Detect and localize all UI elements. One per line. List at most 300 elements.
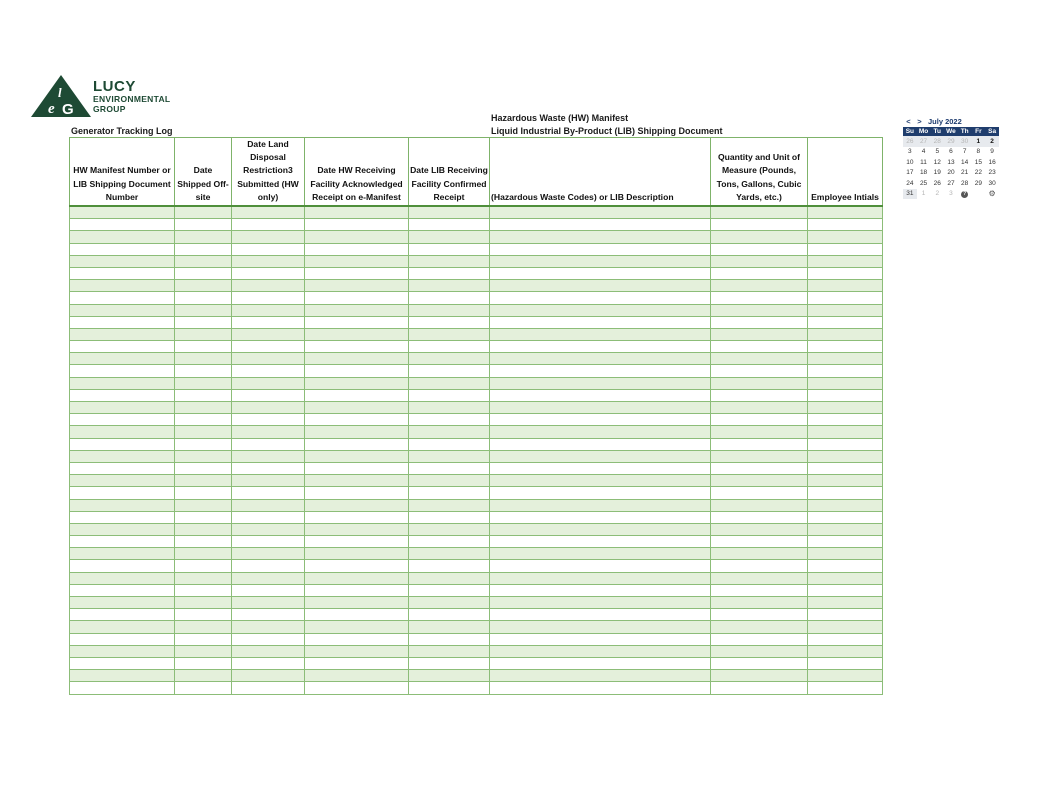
table-cell[interactable] bbox=[490, 365, 711, 377]
table-cell[interactable] bbox=[232, 584, 305, 596]
table-cell[interactable] bbox=[305, 536, 409, 548]
table-cell[interactable] bbox=[711, 377, 808, 389]
table-cell[interactable] bbox=[409, 438, 490, 450]
table-cell[interactable] bbox=[232, 475, 305, 487]
table-cell[interactable] bbox=[70, 462, 175, 474]
table-cell[interactable] bbox=[711, 682, 808, 694]
table-cell[interactable] bbox=[409, 487, 490, 499]
table-cell[interactable] bbox=[232, 572, 305, 584]
table-cell[interactable] bbox=[808, 511, 883, 523]
table-cell[interactable] bbox=[175, 499, 232, 511]
table-cell[interactable] bbox=[305, 426, 409, 438]
table-cell[interactable] bbox=[711, 645, 808, 657]
calendar-day[interactable]: 21 bbox=[961, 169, 969, 177]
table-cell[interactable] bbox=[490, 572, 711, 584]
table-cell[interactable] bbox=[490, 487, 711, 499]
table-cell[interactable] bbox=[409, 414, 490, 426]
table-cell[interactable] bbox=[409, 645, 490, 657]
table-cell[interactable] bbox=[175, 389, 232, 401]
table-cell[interactable] bbox=[711, 548, 808, 560]
table-cell[interactable] bbox=[711, 462, 808, 474]
calendar-day[interactable]: 10 bbox=[906, 158, 914, 166]
table-cell[interactable] bbox=[175, 414, 232, 426]
table-cell[interactable] bbox=[232, 243, 305, 255]
table-cell[interactable] bbox=[409, 377, 490, 389]
table-cell[interactable] bbox=[808, 377, 883, 389]
table-cell[interactable] bbox=[711, 597, 808, 609]
table-cell[interactable] bbox=[232, 328, 305, 340]
table-cell[interactable] bbox=[490, 621, 711, 633]
table-cell[interactable] bbox=[409, 316, 490, 328]
table-cell[interactable] bbox=[175, 645, 232, 657]
table-cell[interactable] bbox=[808, 499, 883, 511]
table-cell[interactable] bbox=[232, 341, 305, 353]
calendar-settings-cell[interactable] bbox=[985, 189, 999, 200]
table-cell[interactable] bbox=[711, 243, 808, 255]
table-cell[interactable] bbox=[305, 633, 409, 645]
table-cell[interactable] bbox=[490, 438, 711, 450]
table-cell[interactable] bbox=[808, 462, 883, 474]
table-cell[interactable] bbox=[490, 280, 711, 292]
table-cell[interactable] bbox=[70, 548, 175, 560]
calendar-prev-button[interactable]: < bbox=[906, 117, 911, 126]
calendar-day[interactable]: 7 bbox=[962, 148, 967, 156]
table-cell[interactable] bbox=[808, 316, 883, 328]
calendar-day[interactable]: 28 bbox=[930, 136, 944, 147]
table-cell[interactable] bbox=[490, 219, 711, 231]
table-cell[interactable] bbox=[70, 280, 175, 292]
table-cell[interactable] bbox=[808, 584, 883, 596]
table-cell[interactable] bbox=[490, 426, 711, 438]
calendar-day[interactable]: 27 bbox=[947, 179, 955, 187]
table-cell[interactable] bbox=[305, 292, 409, 304]
table-cell[interactable] bbox=[409, 633, 490, 645]
table-cell[interactable] bbox=[175, 621, 232, 633]
table-cell[interactable] bbox=[70, 560, 175, 572]
table-cell[interactable] bbox=[175, 231, 232, 243]
table-cell[interactable] bbox=[711, 499, 808, 511]
table-cell[interactable] bbox=[808, 365, 883, 377]
table-cell[interactable] bbox=[175, 438, 232, 450]
table-cell[interactable] bbox=[305, 621, 409, 633]
table-cell[interactable] bbox=[711, 560, 808, 572]
table-cell[interactable] bbox=[175, 450, 232, 462]
table-cell[interactable] bbox=[490, 633, 711, 645]
table-cell[interactable] bbox=[808, 523, 883, 535]
table-cell[interactable] bbox=[305, 389, 409, 401]
table-cell[interactable] bbox=[808, 597, 883, 609]
table-cell[interactable] bbox=[305, 560, 409, 572]
table-cell[interactable] bbox=[70, 365, 175, 377]
table-cell[interactable] bbox=[232, 511, 305, 523]
table-cell[interactable] bbox=[175, 304, 232, 316]
question-icon[interactable]: ? bbox=[963, 190, 967, 197]
table-cell[interactable] bbox=[711, 475, 808, 487]
table-cell[interactable] bbox=[711, 206, 808, 219]
table-cell[interactable] bbox=[305, 414, 409, 426]
table-cell[interactable] bbox=[70, 389, 175, 401]
calendar-day[interactable]: 15 bbox=[974, 158, 982, 166]
table-cell[interactable] bbox=[70, 304, 175, 316]
table-cell[interactable] bbox=[305, 377, 409, 389]
table-cell[interactable] bbox=[711, 670, 808, 682]
table-cell[interactable] bbox=[232, 402, 305, 414]
calendar-day[interactable]: 19 bbox=[933, 169, 941, 177]
table-cell[interactable] bbox=[808, 255, 883, 267]
table-cell[interactable] bbox=[409, 219, 490, 231]
calendar-day[interactable]: 2 bbox=[935, 190, 940, 198]
table-cell[interactable] bbox=[232, 426, 305, 438]
table-cell[interactable] bbox=[70, 219, 175, 231]
table-cell[interactable] bbox=[409, 597, 490, 609]
table-cell[interactable] bbox=[409, 584, 490, 596]
table-cell[interactable] bbox=[711, 414, 808, 426]
table-cell[interactable] bbox=[808, 487, 883, 499]
table-cell[interactable] bbox=[305, 523, 409, 535]
table-cell[interactable] bbox=[305, 316, 409, 328]
calendar-next-button[interactable]: > bbox=[917, 117, 922, 126]
table-cell[interactable] bbox=[305, 499, 409, 511]
table-cell[interactable] bbox=[711, 584, 808, 596]
table-cell[interactable] bbox=[305, 609, 409, 621]
calendar-help-cell[interactable] bbox=[958, 189, 972, 200]
table-cell[interactable] bbox=[232, 670, 305, 682]
table-cell[interactable] bbox=[711, 365, 808, 377]
table-cell[interactable] bbox=[232, 560, 305, 572]
table-cell[interactable] bbox=[70, 292, 175, 304]
table-cell[interactable] bbox=[232, 255, 305, 267]
table-cell[interactable] bbox=[409, 548, 490, 560]
table-cell[interactable] bbox=[232, 414, 305, 426]
table-cell[interactable] bbox=[70, 670, 175, 682]
table-cell[interactable] bbox=[409, 231, 490, 243]
table-cell[interactable] bbox=[711, 621, 808, 633]
table-cell[interactable] bbox=[711, 426, 808, 438]
table-cell[interactable] bbox=[808, 450, 883, 462]
table-cell[interactable] bbox=[409, 426, 490, 438]
table-cell[interactable] bbox=[305, 280, 409, 292]
table-cell[interactable] bbox=[808, 682, 883, 694]
table-cell[interactable] bbox=[232, 231, 305, 243]
calendar-day[interactable]: 26 bbox=[903, 136, 917, 147]
table-cell[interactable] bbox=[409, 206, 490, 219]
table-cell[interactable] bbox=[232, 280, 305, 292]
table-cell[interactable] bbox=[409, 499, 490, 511]
table-cell[interactable] bbox=[490, 609, 711, 621]
calendar-day[interactable]: 30 bbox=[958, 136, 972, 147]
table-cell[interactable] bbox=[175, 523, 232, 535]
table-cell[interactable] bbox=[711, 402, 808, 414]
table-cell[interactable] bbox=[409, 511, 490, 523]
table-cell[interactable] bbox=[175, 548, 232, 560]
table-cell[interactable] bbox=[232, 487, 305, 499]
calendar-day[interactable]: 6 bbox=[949, 148, 953, 156]
table-cell[interactable] bbox=[711, 450, 808, 462]
table-cell[interactable] bbox=[409, 621, 490, 633]
table-cell[interactable] bbox=[409, 670, 490, 682]
table-cell[interactable] bbox=[490, 462, 711, 474]
table-cell[interactable] bbox=[409, 341, 490, 353]
table-cell[interactable] bbox=[70, 657, 175, 669]
table-cell[interactable] bbox=[711, 328, 808, 340]
table-cell[interactable] bbox=[305, 584, 409, 596]
table-cell[interactable] bbox=[305, 402, 409, 414]
table-cell[interactable] bbox=[711, 353, 808, 365]
table-cell[interactable] bbox=[232, 450, 305, 462]
table-cell[interactable] bbox=[808, 645, 883, 657]
table-cell[interactable] bbox=[175, 572, 232, 584]
table-cell[interactable] bbox=[409, 267, 490, 279]
table-cell[interactable] bbox=[232, 377, 305, 389]
table-cell[interactable] bbox=[70, 377, 175, 389]
table-cell[interactable] bbox=[409, 609, 490, 621]
table-cell[interactable] bbox=[232, 523, 305, 535]
calendar-day[interactable]: 3 bbox=[908, 148, 912, 156]
table-cell[interactable] bbox=[175, 597, 232, 609]
table-cell[interactable] bbox=[305, 475, 409, 487]
table-cell[interactable] bbox=[490, 657, 711, 669]
calendar-day[interactable]: 29 bbox=[974, 179, 982, 187]
table-cell[interactable] bbox=[232, 304, 305, 316]
table-cell[interactable] bbox=[232, 438, 305, 450]
table-cell[interactable] bbox=[490, 523, 711, 535]
table-cell[interactable] bbox=[409, 682, 490, 694]
table-cell[interactable] bbox=[490, 548, 711, 560]
table-cell[interactable] bbox=[808, 243, 883, 255]
table-cell[interactable] bbox=[490, 341, 711, 353]
table-cell[interactable] bbox=[70, 584, 175, 596]
table-cell[interactable] bbox=[232, 462, 305, 474]
calendar-day[interactable]: 4 bbox=[921, 148, 926, 156]
table-cell[interactable] bbox=[70, 536, 175, 548]
table-cell[interactable] bbox=[711, 389, 808, 401]
table-cell[interactable] bbox=[232, 645, 305, 657]
table-cell[interactable] bbox=[232, 219, 305, 231]
table-cell[interactable] bbox=[711, 511, 808, 523]
table-cell[interactable] bbox=[70, 243, 175, 255]
table-cell[interactable] bbox=[711, 267, 808, 279]
table-cell[interactable] bbox=[711, 341, 808, 353]
table-cell[interactable] bbox=[808, 426, 883, 438]
table-cell[interactable] bbox=[175, 657, 232, 669]
table-cell[interactable] bbox=[711, 219, 808, 231]
table-cell[interactable] bbox=[490, 402, 711, 414]
table-cell[interactable] bbox=[808, 536, 883, 548]
table-cell[interactable] bbox=[409, 304, 490, 316]
table-cell[interactable] bbox=[808, 219, 883, 231]
table-cell[interactable] bbox=[409, 536, 490, 548]
table-cell[interactable] bbox=[808, 548, 883, 560]
table-cell[interactable] bbox=[175, 206, 232, 219]
table-cell[interactable] bbox=[490, 645, 711, 657]
table-cell[interactable] bbox=[232, 633, 305, 645]
table-cell[interactable] bbox=[409, 292, 490, 304]
calendar-day[interactable]: 17 bbox=[906, 169, 914, 177]
table-cell[interactable] bbox=[232, 499, 305, 511]
table-cell[interactable] bbox=[305, 353, 409, 365]
table-cell[interactable] bbox=[711, 487, 808, 499]
table-cell[interactable] bbox=[305, 462, 409, 474]
table-cell[interactable] bbox=[490, 328, 711, 340]
calendar-day[interactable]: 13 bbox=[947, 158, 955, 166]
table-cell[interactable] bbox=[305, 365, 409, 377]
table-cell[interactable] bbox=[70, 438, 175, 450]
table-cell[interactable] bbox=[70, 597, 175, 609]
table-cell[interactable] bbox=[70, 328, 175, 340]
table-cell[interactable] bbox=[175, 341, 232, 353]
table-cell[interactable] bbox=[490, 560, 711, 572]
table-cell[interactable] bbox=[175, 316, 232, 328]
table-cell[interactable] bbox=[70, 609, 175, 621]
table-cell[interactable] bbox=[232, 597, 305, 609]
table-cell[interactable] bbox=[490, 304, 711, 316]
table-cell[interactable] bbox=[305, 255, 409, 267]
table-cell[interactable] bbox=[70, 572, 175, 584]
table-cell[interactable] bbox=[409, 365, 490, 377]
calendar-day[interactable]: 12 bbox=[933, 158, 941, 166]
table-cell[interactable] bbox=[70, 231, 175, 243]
table-cell[interactable] bbox=[175, 365, 232, 377]
table-cell[interactable] bbox=[490, 682, 711, 694]
table-cell[interactable] bbox=[490, 584, 711, 596]
table-cell[interactable] bbox=[305, 511, 409, 523]
table-cell[interactable] bbox=[232, 536, 305, 548]
calendar-day[interactable]: 29 bbox=[944, 136, 958, 147]
table-cell[interactable] bbox=[490, 255, 711, 267]
table-cell[interactable] bbox=[490, 377, 711, 389]
calendar-day[interactable]: 9 bbox=[990, 148, 994, 156]
table-cell[interactable] bbox=[711, 572, 808, 584]
table-cell[interactable] bbox=[175, 670, 232, 682]
table-cell[interactable] bbox=[175, 377, 232, 389]
table-cell[interactable] bbox=[232, 292, 305, 304]
table-cell[interactable] bbox=[305, 304, 409, 316]
table-cell[interactable] bbox=[305, 548, 409, 560]
table-cell[interactable] bbox=[175, 243, 232, 255]
table-cell[interactable] bbox=[70, 402, 175, 414]
table-cell[interactable] bbox=[175, 682, 232, 694]
table-cell[interactable] bbox=[808, 206, 883, 219]
table-cell[interactable] bbox=[490, 316, 711, 328]
table-cell[interactable] bbox=[70, 341, 175, 353]
table-cell[interactable] bbox=[70, 487, 175, 499]
calendar-day[interactable]: 11 bbox=[920, 158, 927, 166]
table-cell[interactable] bbox=[175, 560, 232, 572]
table-cell[interactable] bbox=[232, 548, 305, 560]
table-cell[interactable] bbox=[305, 682, 409, 694]
table-cell[interactable] bbox=[305, 670, 409, 682]
table-cell[interactable] bbox=[711, 280, 808, 292]
table-cell[interactable] bbox=[409, 280, 490, 292]
table-cell[interactable] bbox=[305, 243, 409, 255]
table-cell[interactable] bbox=[70, 353, 175, 365]
table-cell[interactable] bbox=[305, 487, 409, 499]
table-cell[interactable] bbox=[305, 341, 409, 353]
table-cell[interactable] bbox=[490, 231, 711, 243]
table-cell[interactable] bbox=[305, 206, 409, 219]
calendar-day[interactable]: 1 bbox=[921, 190, 926, 198]
table-cell[interactable] bbox=[305, 572, 409, 584]
table-cell[interactable] bbox=[409, 657, 490, 669]
calendar-day[interactable]: 14 bbox=[961, 158, 969, 166]
table-cell[interactable] bbox=[175, 475, 232, 487]
calendar-day[interactable]: 16 bbox=[988, 158, 996, 166]
table-cell[interactable] bbox=[232, 353, 305, 365]
table-cell[interactable] bbox=[490, 499, 711, 511]
table-cell[interactable] bbox=[70, 682, 175, 694]
table-cell[interactable] bbox=[175, 353, 232, 365]
calendar-day[interactable]: 24 bbox=[906, 179, 914, 187]
table-cell[interactable] bbox=[409, 475, 490, 487]
table-cell[interactable] bbox=[490, 206, 711, 219]
table-cell[interactable] bbox=[305, 438, 409, 450]
table-cell[interactable] bbox=[70, 499, 175, 511]
table-cell[interactable] bbox=[409, 523, 490, 535]
table-cell[interactable] bbox=[232, 267, 305, 279]
table-cell[interactable] bbox=[808, 353, 883, 365]
calendar-day[interactable]: 30 bbox=[988, 179, 996, 187]
table-cell[interactable] bbox=[490, 670, 711, 682]
calendar-day[interactable]: 26 bbox=[933, 179, 941, 187]
calendar-day[interactable]: 18 bbox=[919, 169, 928, 177]
table-cell[interactable] bbox=[70, 316, 175, 328]
table-cell[interactable] bbox=[175, 280, 232, 292]
table-cell[interactable] bbox=[711, 609, 808, 621]
table-cell[interactable] bbox=[305, 231, 409, 243]
table-cell[interactable] bbox=[305, 645, 409, 657]
table-cell[interactable] bbox=[70, 450, 175, 462]
gear-icon[interactable]: ⚙ bbox=[988, 189, 996, 199]
table-cell[interactable] bbox=[409, 243, 490, 255]
table-cell[interactable] bbox=[70, 475, 175, 487]
table-cell[interactable] bbox=[490, 243, 711, 255]
table-cell[interactable] bbox=[70, 414, 175, 426]
table-cell[interactable] bbox=[490, 597, 711, 609]
table-cell[interactable] bbox=[711, 316, 808, 328]
table-cell[interactable] bbox=[409, 402, 490, 414]
table-cell[interactable] bbox=[70, 267, 175, 279]
table-cell[interactable] bbox=[409, 450, 490, 462]
table-cell[interactable] bbox=[305, 597, 409, 609]
table-cell[interactable] bbox=[409, 462, 490, 474]
table-cell[interactable] bbox=[175, 267, 232, 279]
table-cell[interactable] bbox=[409, 560, 490, 572]
table-cell[interactable] bbox=[490, 450, 711, 462]
table-cell[interactable] bbox=[70, 645, 175, 657]
table-cell[interactable] bbox=[232, 206, 305, 219]
table-cell[interactable] bbox=[711, 231, 808, 243]
table-cell[interactable] bbox=[490, 536, 711, 548]
calendar-day[interactable]: 23 bbox=[988, 169, 996, 177]
table-cell[interactable] bbox=[490, 292, 711, 304]
table-cell[interactable] bbox=[808, 572, 883, 584]
table-cell[interactable] bbox=[409, 389, 490, 401]
table-cell[interactable] bbox=[808, 657, 883, 669]
table-cell[interactable] bbox=[175, 292, 232, 304]
table-cell[interactable] bbox=[175, 328, 232, 340]
table-cell[interactable] bbox=[175, 462, 232, 474]
table-cell[interactable] bbox=[808, 438, 883, 450]
table-cell[interactable] bbox=[808, 341, 883, 353]
table-cell[interactable] bbox=[808, 609, 883, 621]
table-cell[interactable] bbox=[490, 475, 711, 487]
table-cell[interactable] bbox=[70, 255, 175, 267]
table-cell[interactable] bbox=[808, 328, 883, 340]
table-cell[interactable] bbox=[711, 536, 808, 548]
table-cell[interactable] bbox=[490, 511, 711, 523]
table-cell[interactable] bbox=[232, 609, 305, 621]
table-cell[interactable] bbox=[490, 267, 711, 279]
